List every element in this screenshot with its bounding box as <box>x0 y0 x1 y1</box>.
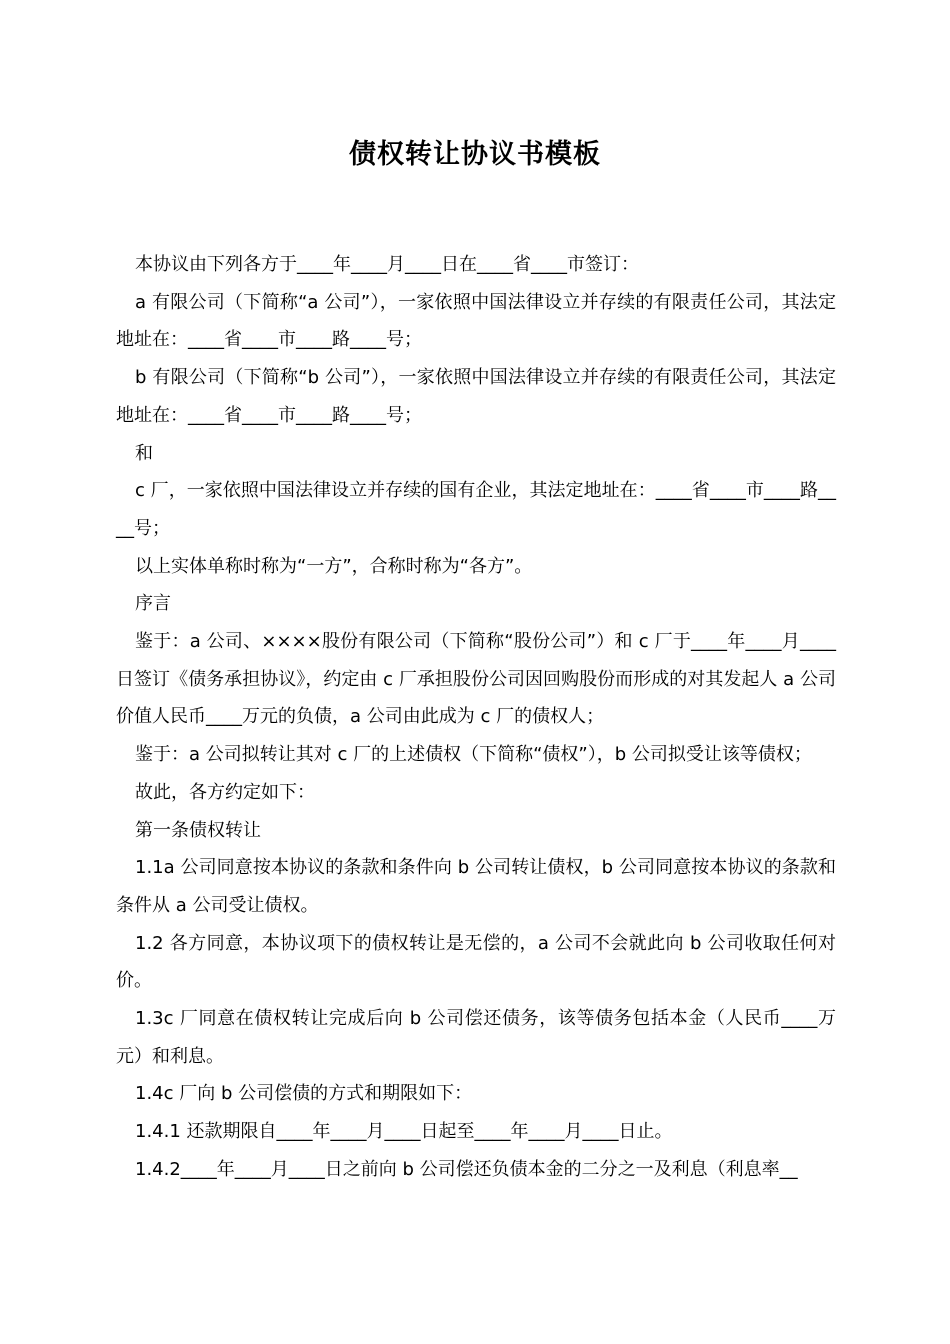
paragraph-therefore: 故此，各方约定如下： <box>135 781 315 803</box>
paragraph-clause-1-4-2: 1.4.2____年____月____日之前向 b 公司偿还负债本金的二分之一及利息（利息率__ <box>135 1158 798 1180</box>
paragraph-article-1-heading: 第一条债权转让 <box>135 819 261 841</box>
paragraph-signing: 本协议由下列各方于____年____月____日在____省____市签订： <box>135 254 639 275</box>
paragraph-preamble-heading: 序言 <box>135 593 171 615</box>
paragraph-party-a: a 有限公司（下简称“a 公司”），一家依照中国法律设立并存续的有限责任公司，其法定地址在：____省____市____路____号； <box>116 291 836 351</box>
document-body <box>116 246 836 1189</box>
paragraph-whereas-1: 鉴于：a 公司、××××股份有限公司（下简称“股份公司”）和 c 厂于____年____月____日签订《债务承担协议》，约定由 c 厂承担股份公司因回购股份而形成的对其发起人 a 公司价值人民币____万元的负债，a 公司由此成为 c 厂的债权人； <box>116 631 836 728</box>
document-title: 债权转让协议书模板 <box>349 139 601 170</box>
paragraph-and: 和 <box>135 442 153 464</box>
paragraph-party-b: b 有限公司（下简称“b 公司”），一家依照中国法律设立并存续的有限责任公司，其法定地址在：____省____市____路____号； <box>116 367 836 426</box>
paragraph-clause-1-4-1: 1.4.1 还款期限自____年____月____日起至____年____月____日止。 <box>135 1121 673 1143</box>
paragraph-clause-1-3: 1.3c 厂同意在债权转让完成后向 b 公司偿还债务，该等债务包括本金（人民币____万元）和利息。 <box>116 1008 836 1067</box>
paragraph-clause-1-1: 1.1a 公司同意按本协议的条款和条件向 b 公司转让债权，b 公司同意按本协议的条款和条件从 a 公司受让债权。 <box>116 857 836 916</box>
paragraph-clause-1-4: 1.4c 厂向 b 公司偿债的方式和期限如下： <box>135 1083 473 1105</box>
paragraph-clause-1-2: 1.2 各方同意，本协议项下的债权转让是无偿的，a 公司不会就此向 b 公司收取任何对价。 <box>116 932 836 992</box>
paragraph-party-c: c 厂，一家依照中国法律设立并存续的国有企业，其法定地址在：____省____市____路____号； <box>116 480 836 539</box>
paragraph-definitions: 以上实体单称时称为“一方”，合称时称为“各方”。 <box>135 555 533 577</box>
paragraph-whereas-2: 鉴于：a 公司拟转让其对 c 厂的上述债权（下简称“债权”），b 公司拟受让该等债权； <box>135 744 812 766</box>
